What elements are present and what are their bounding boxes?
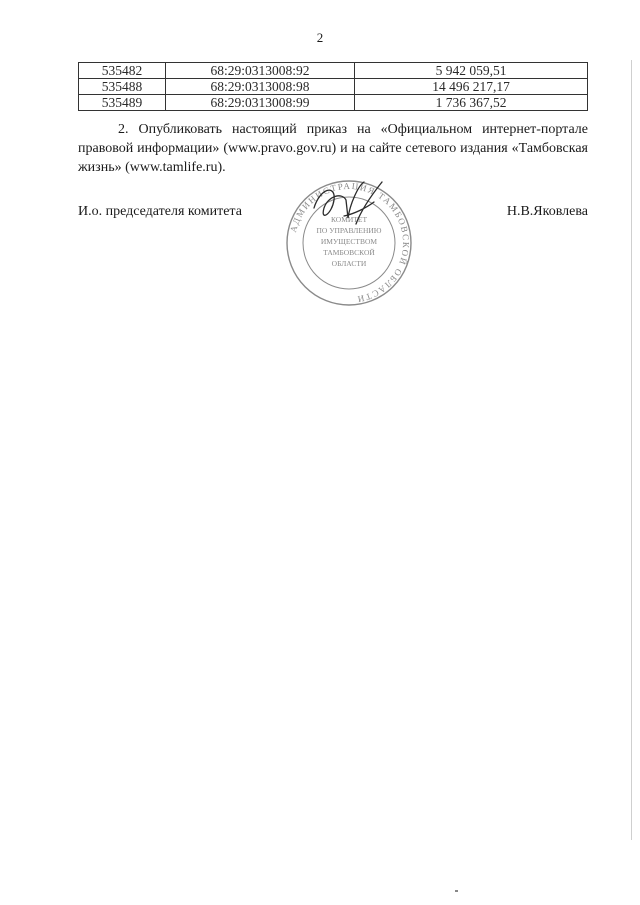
table-cell-id: 535488: [79, 79, 166, 95]
stamp-outer-text: АДМИНИСТРАЦИЯ ТАМБОВСКОЙ ОБЛАСТИ: [288, 180, 412, 305]
table-cell-id: 535482: [79, 63, 166, 79]
svg-text:ПО УПРАВЛЕНИЮ: ПО УПРАВЛЕНИЮ: [316, 226, 382, 235]
paragraph-text: Опубликовать настоящий приказ на «Официальном интернет-портале правовой информации» (www.pravo.gov.ru) и на сайте сетевого издания «Тамбовская жизнь» (www.tamlife.ru).: [78, 122, 589, 175]
scan-artifact: [455, 890, 458, 892]
table-cell-id: 535489: [79, 95, 166, 111]
stamp-inner-text: [317, 215, 382, 268]
page-number: 2: [316, 30, 324, 45]
svg-text:ОБЛАСТИ: ОБЛАСТИ: [331, 259, 367, 268]
paragraph-number: 2.: [118, 122, 129, 137]
table-cell-value: 1 736 367,52: [355, 95, 588, 111]
table-cell-cadastral-number: 68:29:0313008:98: [166, 79, 355, 95]
svg-text:ИМУЩЕСТВОМ: ИМУЩЕСТВОМ: [320, 237, 378, 246]
publication-paragraph: [78, 120, 588, 177]
scan-edge-line: [631, 60, 632, 840]
table-row: [79, 63, 588, 79]
svg-text:КОМИТЕТ: КОМИТЕТ: [330, 215, 368, 224]
cadastral-value-table: [78, 62, 588, 111]
table-cell-value: 5 942 059,51: [355, 63, 588, 79]
table-cell-cadastral-number: 68:29:0313008:92: [166, 63, 355, 79]
signatory-position: И.о. председателя комитета: [78, 204, 242, 219]
signatory-name: Н.В.Яковлева: [506, 204, 588, 219]
svg-text:ТАМБОВСКОЙ: ТАМБОВСКОЙ: [323, 248, 375, 257]
official-stamp: [284, 178, 414, 308]
table-cell-value: 14 496 217,17: [355, 79, 588, 95]
table-row: [79, 95, 588, 111]
table-row: [79, 79, 588, 95]
table-cell-cadastral-number: 68:29:0313008:99: [166, 95, 355, 111]
